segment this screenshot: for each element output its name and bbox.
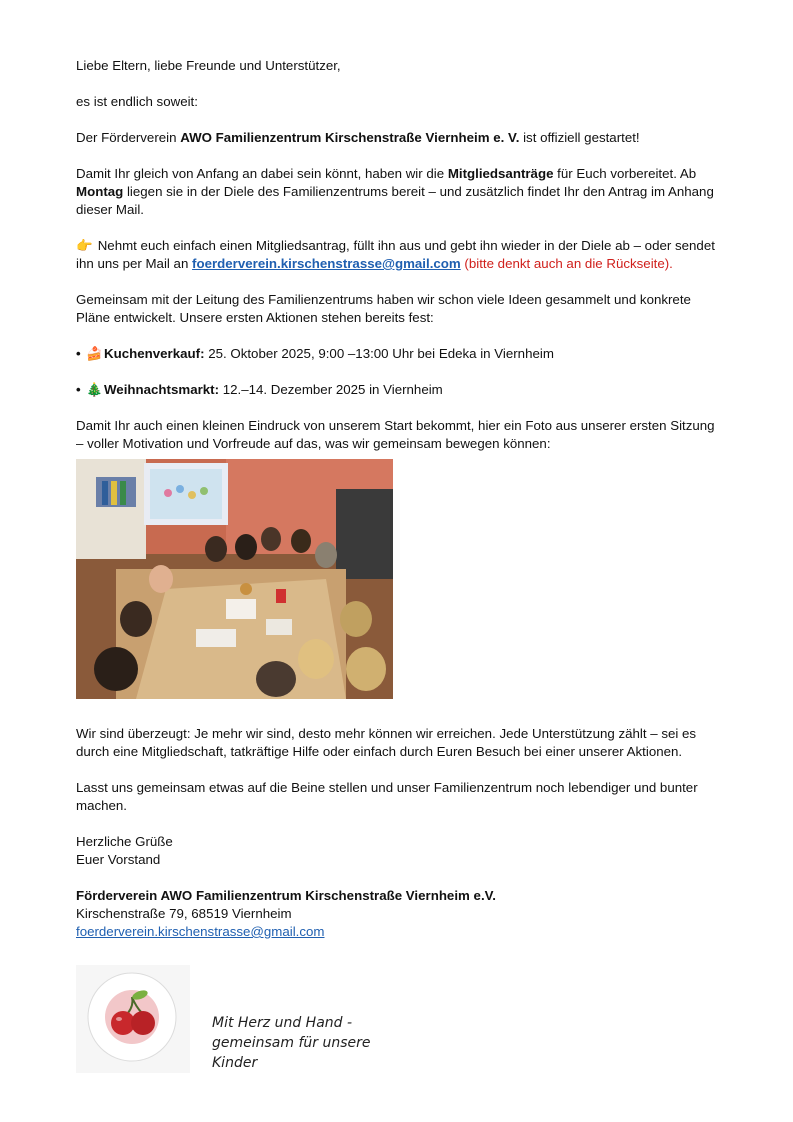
email-link[interactable]: foerderverein.kirschenstrasse@gmail.com [192, 256, 461, 271]
closing-paragraph: Lasst uns gemeinsam etwas auf die Beine stellen und unser Familienzentrum noch lebendiger und bunter machen. [76, 780, 698, 813]
event-title: Weihnachtsmarkt: [104, 382, 220, 397]
plans-paragraph: Gemeinsam mit der Leitung des Familienzentrums haben wir schon viele Ideen gesammelt und konkrete Pläne entwickelt. Unsere ersten Aktionen stehen bereits fest: [76, 292, 691, 325]
launch-text: Der Förderverein [76, 130, 181, 145]
tagline-line-1: Mit Herz und Hand - [212, 1015, 353, 1031]
signoff-line: Euer Vorstand [76, 852, 161, 867]
regards-line: Herzliche Grüße [76, 834, 173, 849]
forms-text-3: liegen sie in der Diele des Familienzentrums bereit – und zusätzlich findet Ihr den Antrag im Anhang dieser Mail. [76, 184, 714, 217]
event-detail: 12.–14. Dezember 2025 in Viernheim [219, 382, 443, 397]
backside-note: (bitte denkt auch an die Rückseite). [460, 256, 673, 271]
meeting-photo [76, 459, 393, 699]
cake-icon: 🍰 [86, 346, 103, 361]
forms-paragraph [76, 165, 716, 219]
christmas-tree-icon: 🎄 [86, 382, 103, 397]
tagline-line-2: gemeinsam für unsere Kinder [212, 1035, 371, 1071]
forms-text-2: für Euch vorbereitet. Ab [553, 166, 697, 181]
association-seal-logo [76, 965, 190, 1073]
footer-logos [76, 965, 416, 1075]
regards-block [76, 833, 716, 869]
letter-body [76, 57, 716, 941]
tagline-logo [212, 1013, 416, 1073]
instruction-text: Nehmt euch einfach einen Mitgliedsantrag, füllt ihn aus und gebt ihn wieder in der Diele ab – oder sendet ihn uns per Mail an [76, 238, 715, 271]
association-name: AWO Familienzentrum Kirschenstraße Viernheim e. V. [180, 130, 520, 145]
pointing-hand-icon: 👉 [76, 238, 93, 253]
conviction-paragraph: Wir sind überzeugt: Je mehr wir sind, desto mehr können wir erreichen. Jede Unterstützung zählt – sei es durch eine Mitgliedschaft, tatkräftige Hilfe oder einfach durch Euren Besuch bei einer unserer Aktionen. [76, 726, 697, 759]
event-detail: 25. Oktober 2025, 9:00 –13:00 Uhr bei Edeka in Viernheim [204, 346, 554, 361]
event-item [76, 381, 716, 399]
signature-address: Kirschenstraße 79, 68519 Viernheim [76, 906, 292, 921]
signature-org: Förderverein AWO Familienzentrum Kirschenstraße Viernheim e.V. [76, 888, 496, 903]
forms-text-1: Damit Ihr gleich von Anfang an dabei sein könnt, haben wir die [76, 166, 448, 181]
event-title: Kuchenverkauf: [104, 346, 205, 361]
instruction-paragraph [76, 237, 716, 273]
event-item [76, 345, 716, 363]
launch-text-end: ist offiziell gestartet! [519, 130, 640, 145]
intro-line: es ist endlich soweit: [76, 94, 198, 109]
bullet: • [76, 346, 81, 361]
signature-block [76, 887, 716, 941]
forms-bold-2: Montag [76, 184, 124, 199]
forms-bold-1: Mitgliedsanträge [447, 166, 554, 181]
photo-intro: Damit Ihr auch einen kleinen Eindruck von unserem Start bekommt, hier ein Foto aus unserer ersten Sitzung – voller Motivation und Vorfreude auf das, was wir gemeinsam bewegen können: [76, 418, 715, 451]
launch-paragraph [76, 129, 716, 147]
bullet: • [76, 382, 81, 397]
signature-email-link[interactable]: foerderverein.kirschenstrasse@gmail.com [76, 924, 325, 939]
greeting: Liebe Eltern, liebe Freunde und Unterstützer, [76, 58, 341, 73]
